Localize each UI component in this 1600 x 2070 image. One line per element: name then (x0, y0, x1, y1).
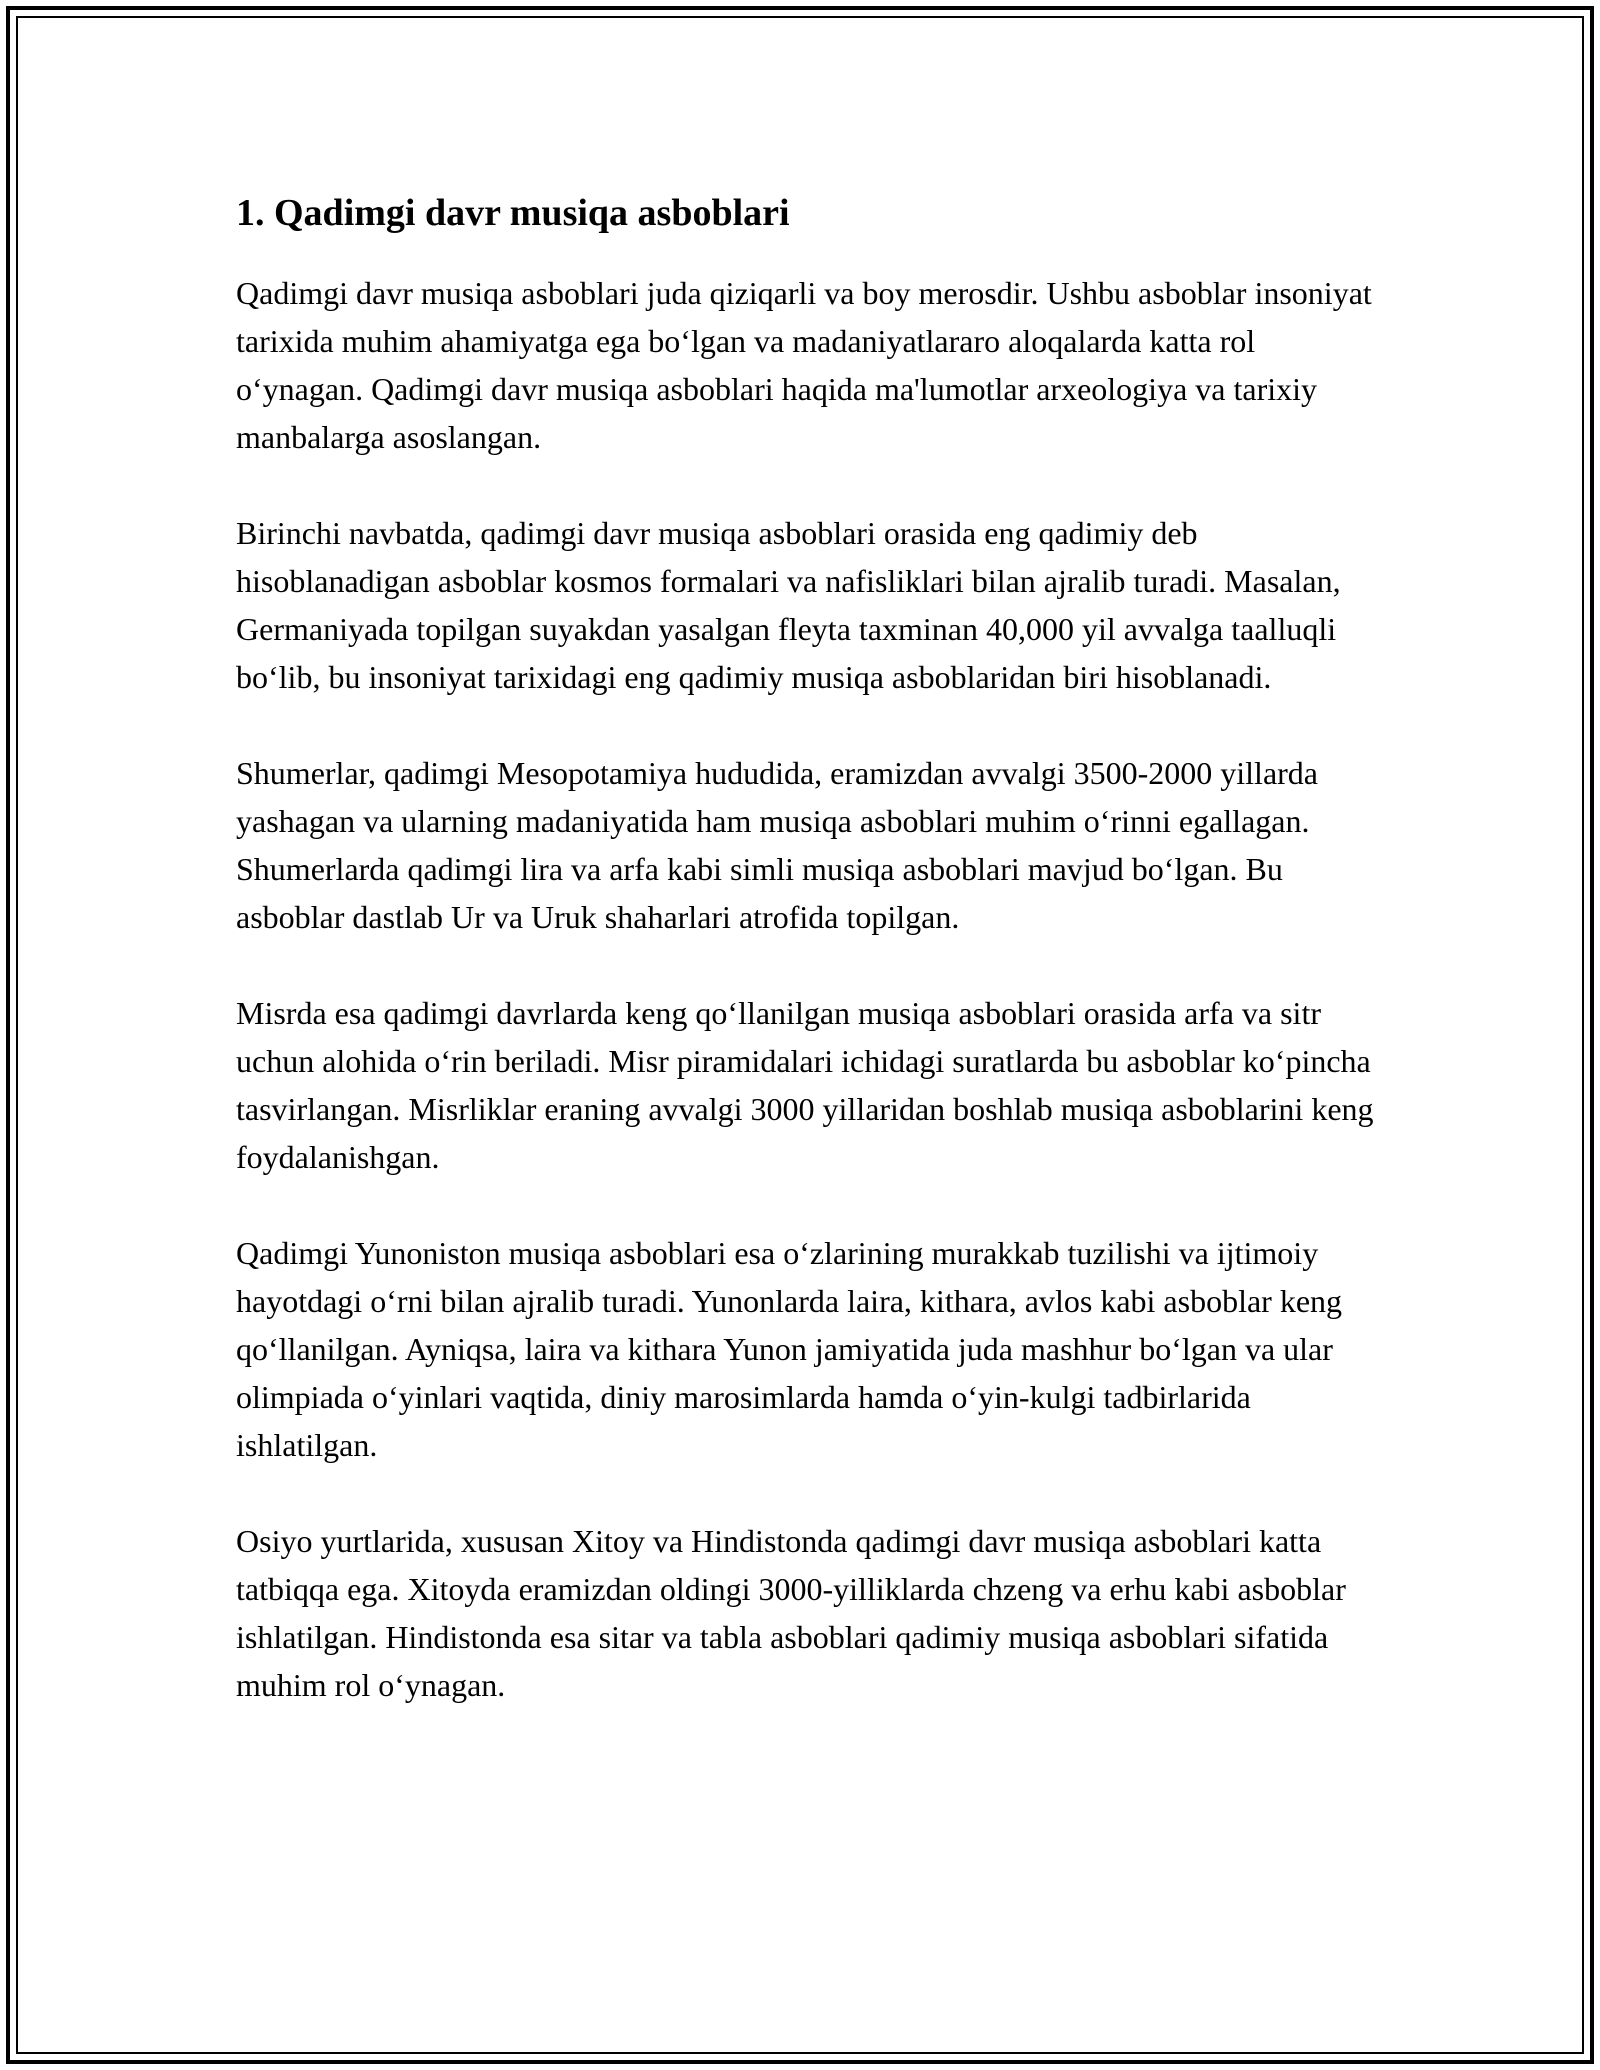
paragraph-asia: Osiyo yurtlarida, xususan Xitoy va Hindistonda qadimgi davr musiqa asboblari katta tatbiqqa ega. Xitoyda eramizdan oldingi 3000-yilliklarda chzeng va erhu kabi asboblar ishlatilgan. Hindistonda esa sitar va tabla asboblari qadimiy musiqa asboblari sifatida muhim rol o‘ynagan. (236, 1523, 1346, 1703)
paragraph-sumerians: Shumerlar, qadimgi Mesopotamiya hududida, eramizdan avvalgi 3500-2000 yillarda yashagan va ularning madaniyatida ham musiqa asboblari muhim o‘rinni egallagan. Shumerlarda qadimgi lira va arfa kabi simli musiqa asboblari mavjud bo‘lgan. Bu asboblar dastlab Ur va Uruk shaharlari atrofida topilgan. (236, 755, 1318, 935)
paragraph-oldest-instruments: Birinchi navbatda, qadimgi davr musiqa asboblari orasida eng qadimiy deb hisoblanadigan asboblar kosmos formalari va nafisliklari bilan ajralib turadi. Masalan, Germaniyada topilgan suyakdan yasalgan fleyta taxminan 40,000 yil avvalga taalluqli bo‘lib, bu insoniyat tarixidagi eng qadimiy musiqa asboblaridan biri hisoblanadi. (236, 515, 1341, 695)
paragraph-egypt: Misrda esa qadimgi davrlarda keng qo‘llanilgan musiqa asboblari orasida arfa va sitr uchun alohida o‘rin beriladi. Misr piramidalari ichidagi suratlarda bu asboblar ko‘pincha tasvirlangan. Misrliklar eraning avvalgi 3000 yillaridan boshlab musiqa asboblarini keng foydalanishgan. (236, 995, 1374, 1175)
paragraph-greece: Qadimgi Yunoniston musiqa asboblari esa o‘zlarining murakkab tuzilishi va ijtimoiy hayotdagi o‘rni bilan ajralib turadi. Yunonlarda laira, kithara, avlos kabi asboblar keng qo‘llanilgan. Ayniqsa, laira va kithara Yunon jamiyatida juda mashhur bo‘lgan va ular olimpiada o‘yinlari vaqtida, diniy marosimlarda hamda o‘yin-kulgi tadbirlarida ishlatilgan. (236, 1235, 1343, 1463)
paragraph-intro: Qadimgi davr musiqa asboblari juda qiziqarli va boy merosdir. Ushbu asboblar insoniyat tarixida muhim ahamiyatga ega bo‘lgan va madaniyatlararo aloqalarda katta rol o‘ynagan. Qadimgi davr musiqa asboblari haqida ma'lumotlar arxeologiya va tarixiy manbalarga asoslangan. (236, 275, 1372, 455)
document-body (236, 183, 1386, 1757)
section-heading: 1. Qadimgi davr musiqa asboblari (236, 192, 790, 234)
